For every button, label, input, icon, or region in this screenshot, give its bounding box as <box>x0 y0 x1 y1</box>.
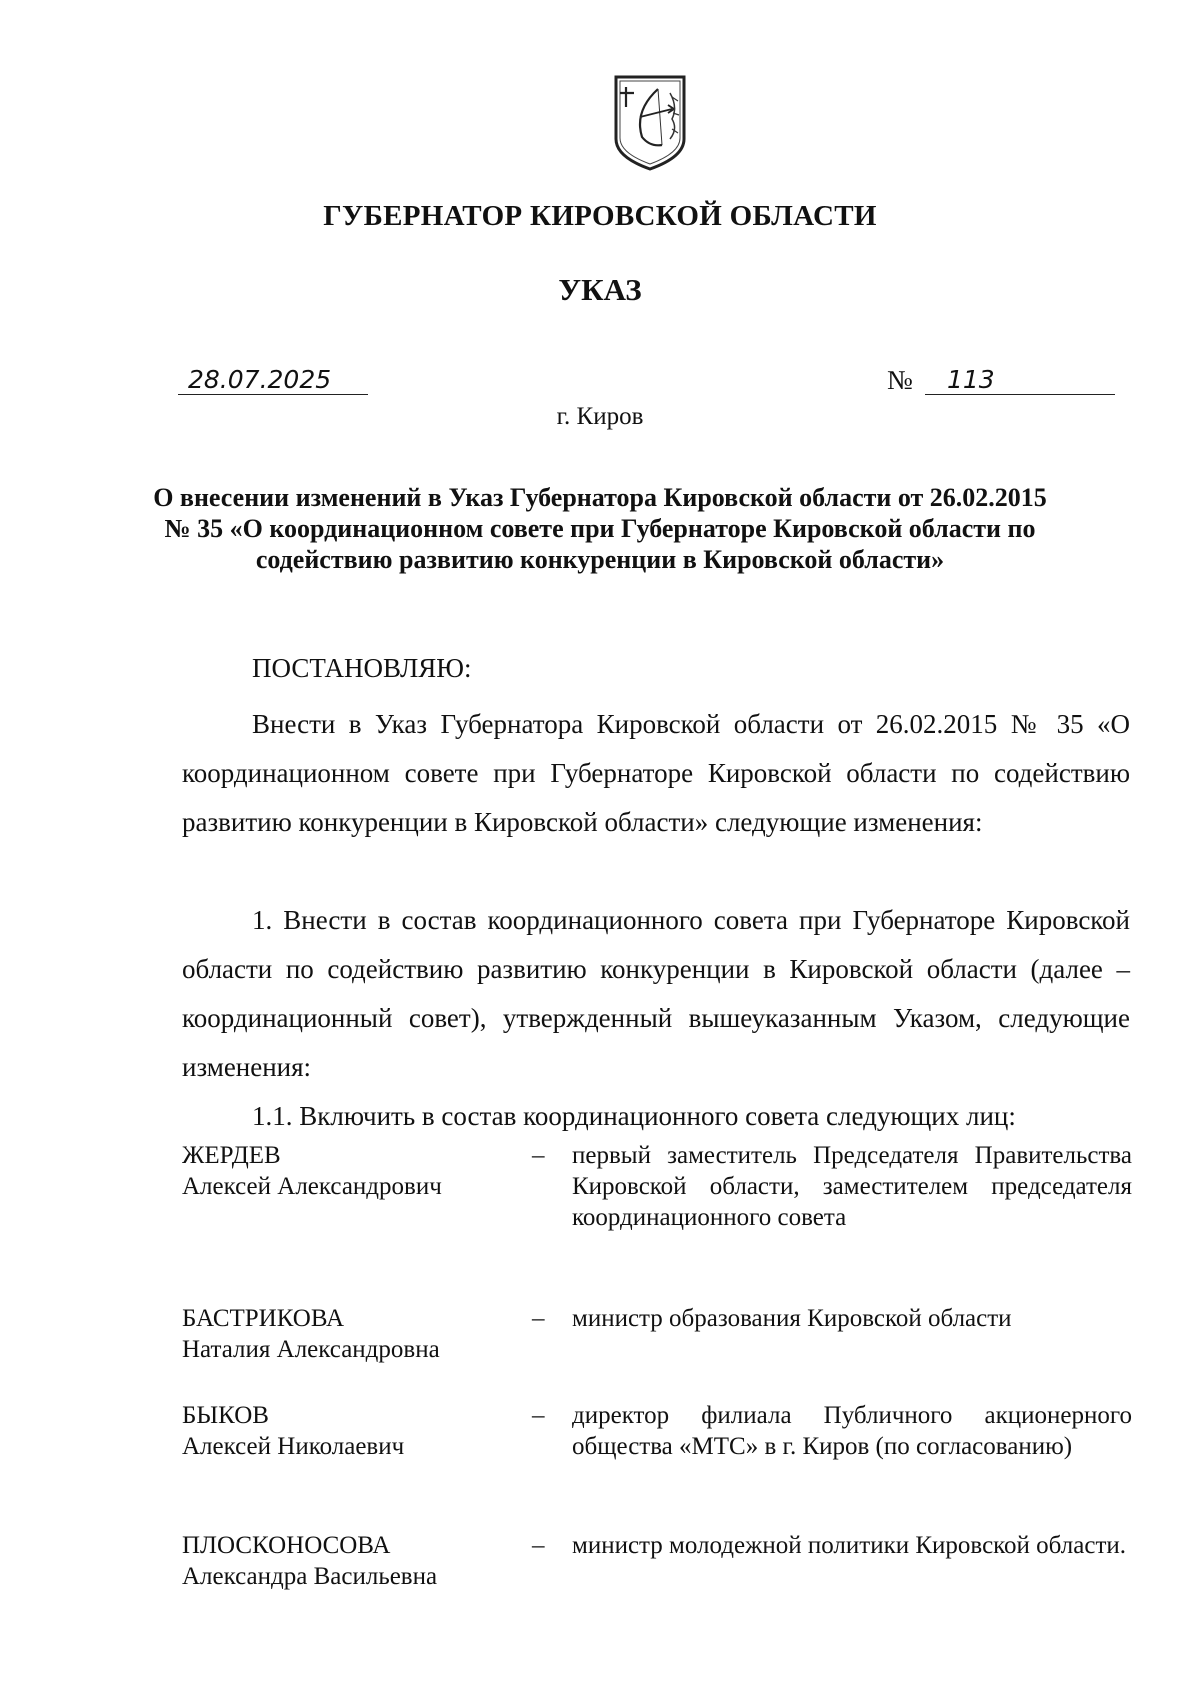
coat-of-arms-icon <box>612 73 688 173</box>
number-label: № <box>887 365 913 395</box>
document-number: 113 <box>925 366 1115 395</box>
member-name <box>182 1140 502 1202</box>
document-title: О внесении изменений в Указ Губернатора Кировской области от 26.02.2015 № 35 «О координационном совете при Губернаторе Кировской области по содействию развитию конкуренции в Кировской области» <box>153 483 1047 574</box>
document-date: 28.07.2025 <box>178 366 368 395</box>
item-1-paragraph: 1. Внести в состав координационного совета при Губернаторе Кировской области по содействию развитию конкуренции в Кировской области (далее – координационный совет), утвержденный вышеуказанным Указом, следующие изменения: <box>182 905 1130 1082</box>
member-surname: ЖЕРДЕВ <box>182 1142 281 1169</box>
member-name <box>182 1303 502 1365</box>
member-surname: ПЛОСКОНОСОВА <box>182 1532 391 1559</box>
member-name <box>182 1530 502 1592</box>
member-given-names: Алексей Александрович <box>182 1173 442 1200</box>
member-given-names: Наталия Александровна <box>182 1336 440 1363</box>
document-type: УКАЗ <box>558 272 642 307</box>
member-dash: – <box>532 1305 545 1332</box>
member-surname: БЫКОВ <box>182 1402 269 1429</box>
document-city: г. Киров <box>556 403 644 430</box>
intro-paragraph: Внести в Указ Губернатора Кировской области от 26.02.2015 № 35 «О координационном совете при Губернаторе Кировской области по содействию развитию конкуренции в Кировской области» следующие изменения: <box>182 709 1130 837</box>
member-role: министр образования Кировской области <box>572 1305 1012 1332</box>
member-role: министр молодежной политики Кировской области. <box>572 1532 1126 1559</box>
member-dash: – <box>532 1532 545 1559</box>
member-name <box>182 1400 502 1462</box>
member-dash: – <box>532 1142 545 1169</box>
member-given-names: Алексей Николаевич <box>182 1433 405 1460</box>
issuing-authority: ГУБЕРНАТОР КИРОВСКОЙ ОБЛАСТИ <box>323 200 877 232</box>
member-role: первый заместитель Председателя Правительства Кировской области, заместителем председателя координационного совета <box>572 1142 1132 1231</box>
member-dash: – <box>532 1402 545 1429</box>
member-role: директор филиала Публичного акционерного общества «МТС» в г. Киров (по согласованию) <box>572 1402 1132 1460</box>
decree-word: ПОСТАНОВЛЯЮ: <box>252 653 472 683</box>
item-1-1-paragraph: 1.1. Включить в состав координационного совета следующих лиц: <box>252 1101 1016 1131</box>
member-surname: БАСТРИКОВА <box>182 1305 344 1332</box>
member-given-names: Александра Васильевна <box>182 1563 438 1590</box>
